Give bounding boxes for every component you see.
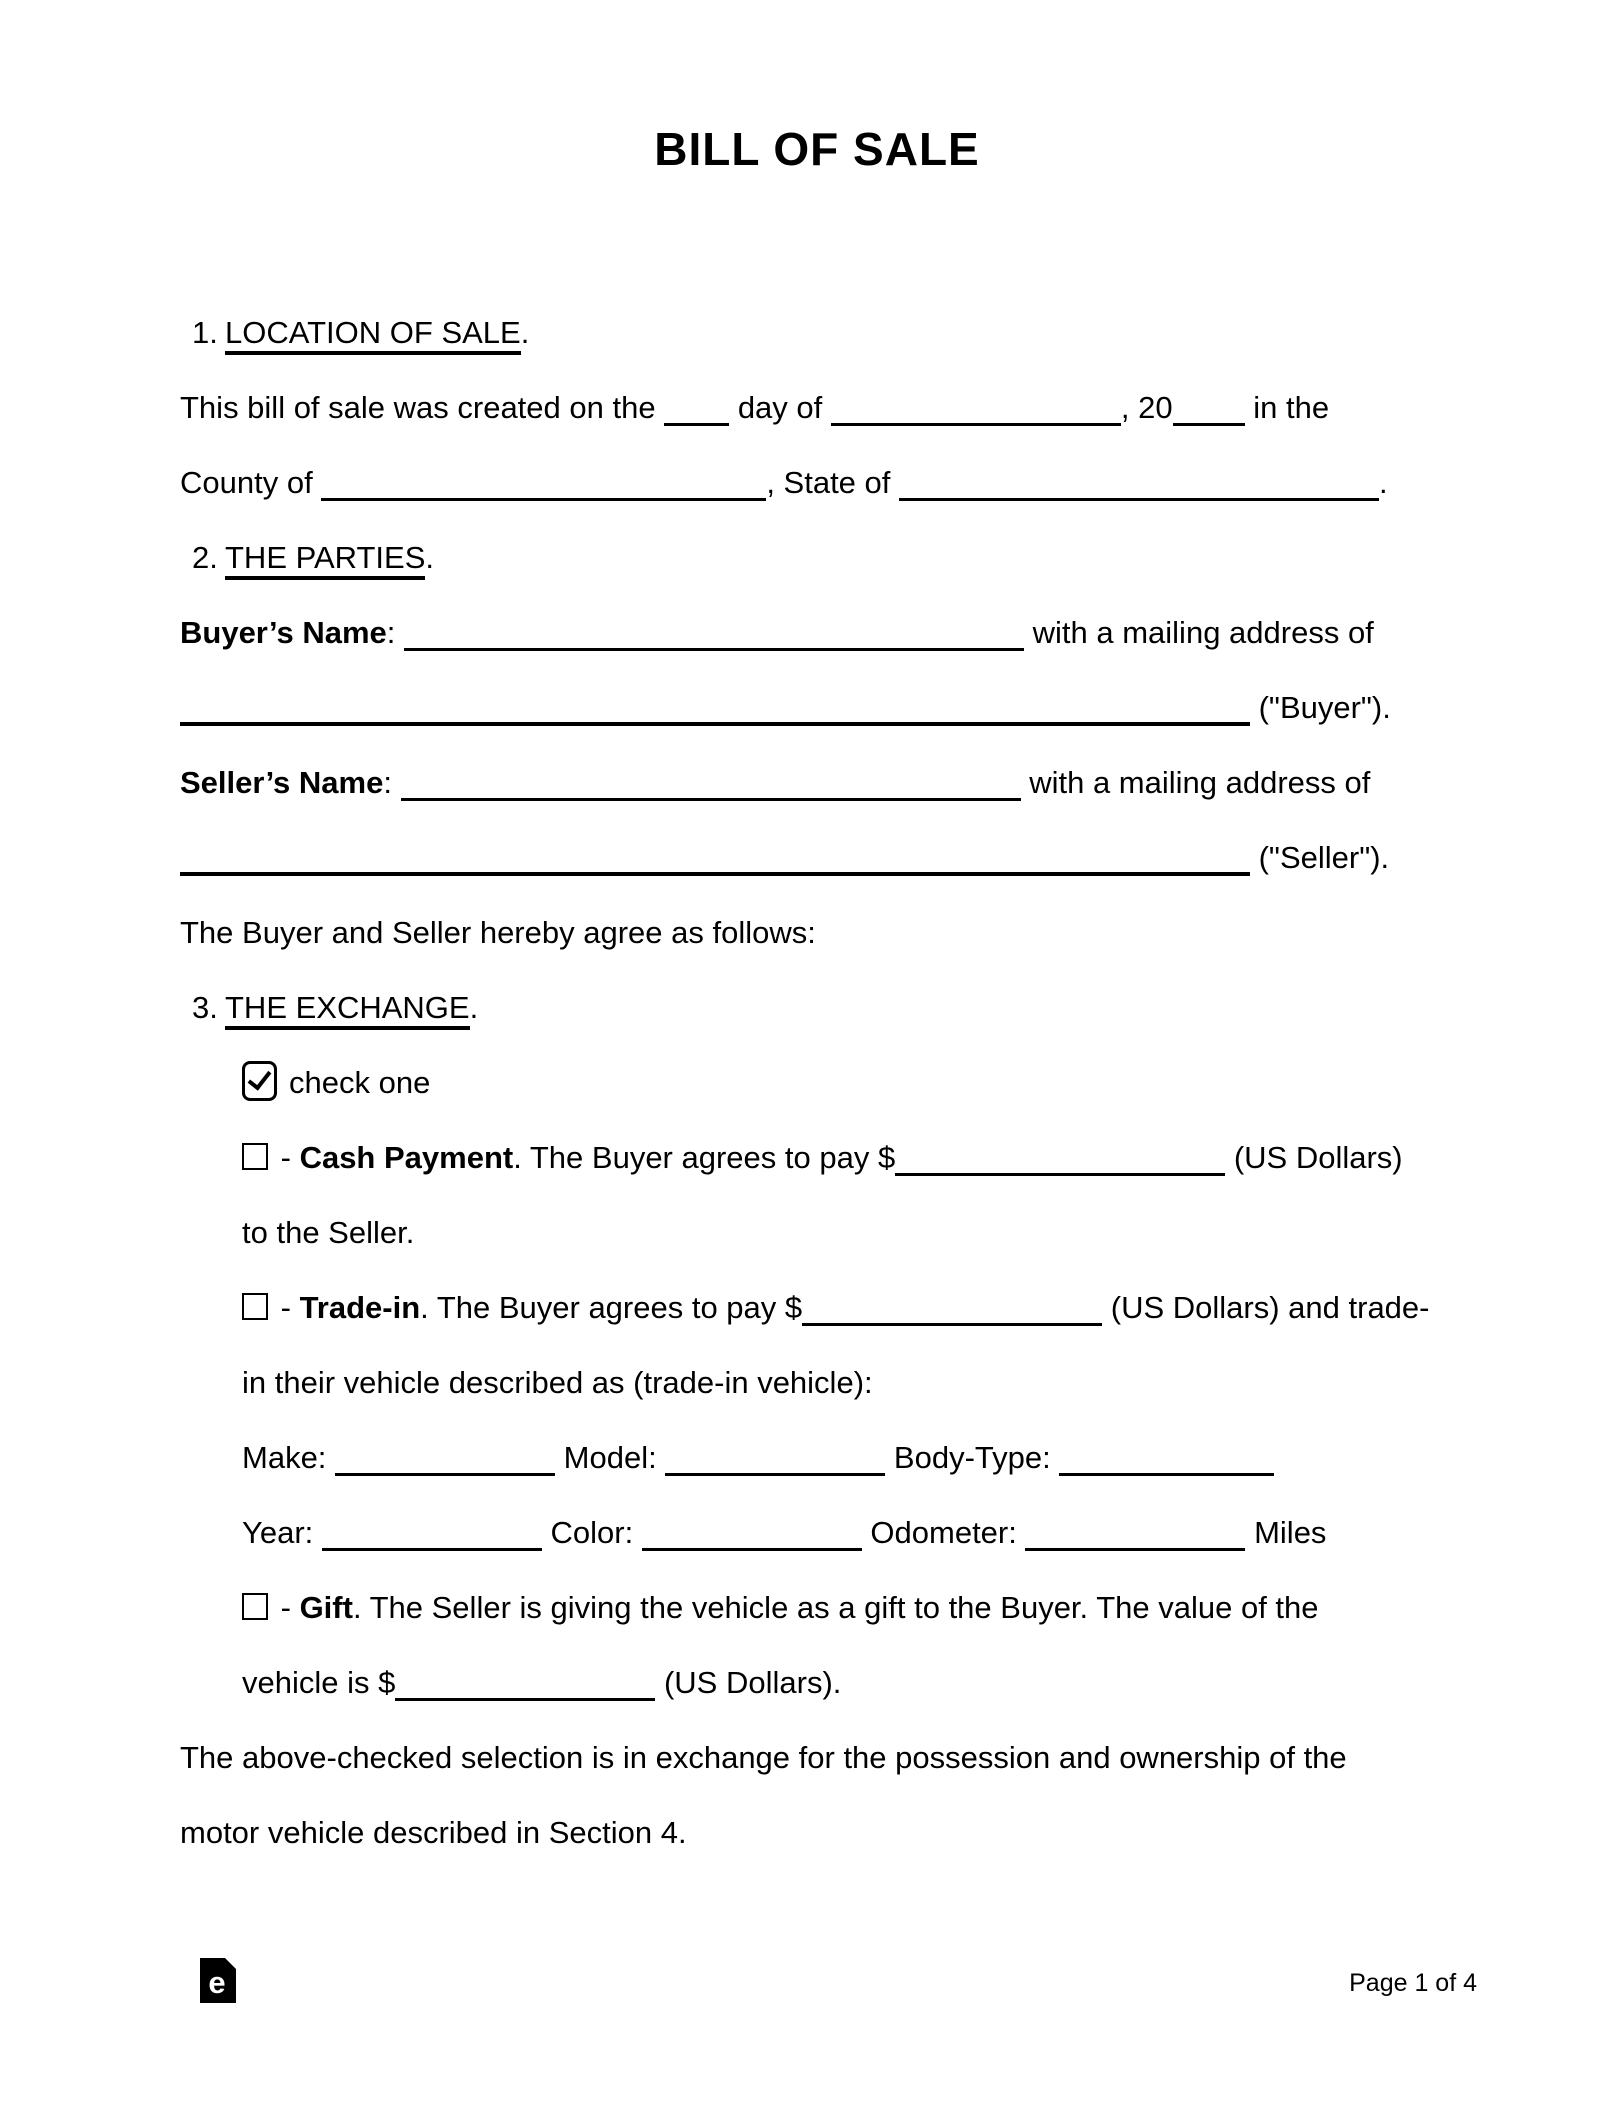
gift-dash: - [272, 1590, 300, 1625]
closing-line-2 [180, 1795, 1454, 1870]
location-period: . [1379, 465, 1388, 500]
state-blank[interactable] [899, 498, 1379, 501]
cash-cont-text: to the Seller. [242, 1215, 415, 1250]
model-label: Model: [555, 1440, 666, 1475]
gift-checkbox[interactable] [242, 1593, 268, 1620]
trade-cont-text: in their vehicle described as (trade-in vehicle): [242, 1365, 873, 1400]
odometer-label: Odometer: [861, 1515, 1026, 1550]
gift-line [180, 1570, 1454, 1645]
section-3-number: 3. [192, 990, 218, 1025]
gift-cont-line [180, 1645, 1454, 1720]
year-label: Year: [242, 1515, 322, 1550]
section-3-heading [180, 970, 1454, 1045]
seller-name-line [180, 745, 1454, 820]
buyer-name-line [180, 595, 1454, 670]
trade-text-2: (US Dollars) and trade- [1102, 1290, 1430, 1325]
vehicle-year-blank[interactable] [322, 1548, 542, 1551]
section-1-heading [180, 295, 1454, 370]
trade-in-label: Trade-in [299, 1290, 421, 1325]
year-blank[interactable] [1173, 423, 1245, 426]
buyer-paren-text: ("Buyer"). [1250, 690, 1391, 725]
cash-amount-blank[interactable] [895, 1173, 1225, 1176]
county-blank[interactable] [321, 498, 766, 501]
body-type-blank[interactable] [1059, 1473, 1274, 1476]
color-label: Color: [541, 1515, 642, 1550]
gift-label: Gift [299, 1590, 353, 1625]
gift-value-blank[interactable] [395, 1698, 655, 1701]
buyer-name-label: Buyer’s Name [180, 615, 387, 650]
body-type-label: Body-Type: [885, 1440, 1060, 1475]
month-blank[interactable] [831, 423, 1121, 426]
eforms-logo-letter: e [208, 1965, 226, 2000]
gift-value-label: vehicle is $ [242, 1665, 396, 1700]
color-blank[interactable] [642, 1548, 862, 1551]
buyer-address-line [180, 670, 1454, 745]
seller-address-blank[interactable] [180, 872, 1250, 876]
odometer-blank[interactable] [1025, 1548, 1245, 1551]
trade-dash: - [272, 1290, 300, 1325]
seller-name-after-text: with a mailing address of [1020, 765, 1371, 800]
trade-in-line [180, 1270, 1454, 1345]
check-one-label: check one [289, 1065, 431, 1100]
location-line-1 [180, 370, 1454, 445]
location-text-2: day of [729, 390, 831, 425]
day-blank[interactable] [664, 423, 729, 426]
location-line-2 [180, 445, 1454, 520]
location-text-3: , 20 [1120, 390, 1173, 425]
state-label: , State of [766, 465, 900, 500]
vehicle-line-1 [180, 1420, 1454, 1495]
trade-text-1: . The Buyer agrees to pay $ [420, 1290, 803, 1325]
cash-payment-cont-line [180, 1195, 1454, 1270]
closing-line-1 [180, 1720, 1454, 1795]
document-body [180, 295, 1454, 1870]
buyer-name-colon: : [386, 615, 405, 650]
section-2-heading [180, 520, 1454, 595]
make-label: Make: [242, 1440, 336, 1475]
closing-text-1: The above-checked selection is in exchange for the possession and ownership of the [180, 1740, 1347, 1775]
gift-text-1: . The Seller is giving the vehicle as a gift to the Buyer. The value of the [352, 1590, 1319, 1625]
cash-payment-label: Cash Payment [299, 1140, 514, 1175]
page-number: Page 1 of 4 [1349, 1969, 1477, 1997]
eforms-logo-icon [200, 1958, 236, 2003]
check-one-line [180, 1045, 1454, 1120]
trade-in-cont-line [180, 1345, 1454, 1420]
trade-amount-blank[interactable] [802, 1323, 1102, 1326]
section-2-heading-text: THE PARTIES [225, 540, 425, 580]
gift-text-2: (US Dollars). [655, 1665, 842, 1700]
agreement-line [180, 895, 1454, 970]
seller-address-line [180, 820, 1454, 895]
trade-in-checkbox[interactable] [242, 1293, 268, 1320]
section-3-heading-text: THE EXCHANGE [225, 990, 470, 1030]
closing-text-2: motor vehicle described in Section 4. [180, 1815, 687, 1850]
agreement-text: The Buyer and Seller hereby agree as follows: [180, 915, 816, 950]
cash-payment-checkbox[interactable] [242, 1143, 268, 1170]
model-blank[interactable] [665, 1473, 885, 1476]
section-1-number: 1. [192, 315, 218, 350]
section-3-heading-period: . [469, 990, 479, 1025]
section-2-number: 2. [192, 540, 218, 575]
document-title: BILL OF SALE [654, 123, 980, 175]
section-1-heading-period: . [520, 315, 530, 350]
cash-text-2: (US Dollars) [1225, 1140, 1403, 1175]
seller-paren-text: ("Seller"). [1250, 840, 1390, 875]
section-1-heading-text: LOCATION OF SALE [225, 315, 521, 355]
buyer-name-after-text: with a mailing address of [1024, 615, 1374, 650]
miles-label: Miles [1245, 1515, 1327, 1550]
vehicle-line-2 [180, 1495, 1454, 1570]
cash-text-1: . The Buyer agrees to pay $ [513, 1140, 896, 1175]
buyer-address-blank[interactable] [180, 722, 1250, 726]
section-2-heading-period: . [425, 540, 435, 575]
location-text-4: in the [1244, 390, 1330, 425]
cash-payment-line [180, 1120, 1454, 1195]
checked-checkbox-icon[interactable] [242, 1061, 277, 1101]
buyer-name-blank[interactable] [404, 648, 1024, 651]
make-blank[interactable] [335, 1473, 555, 1476]
seller-name-label: Seller’s Name [180, 765, 384, 800]
cash-dash: - [272, 1140, 300, 1175]
seller-name-colon: : [383, 765, 401, 800]
county-label: County of [180, 465, 322, 500]
seller-name-blank[interactable] [401, 798, 1021, 801]
location-text-1: This bill of sale was created on the [180, 390, 665, 425]
